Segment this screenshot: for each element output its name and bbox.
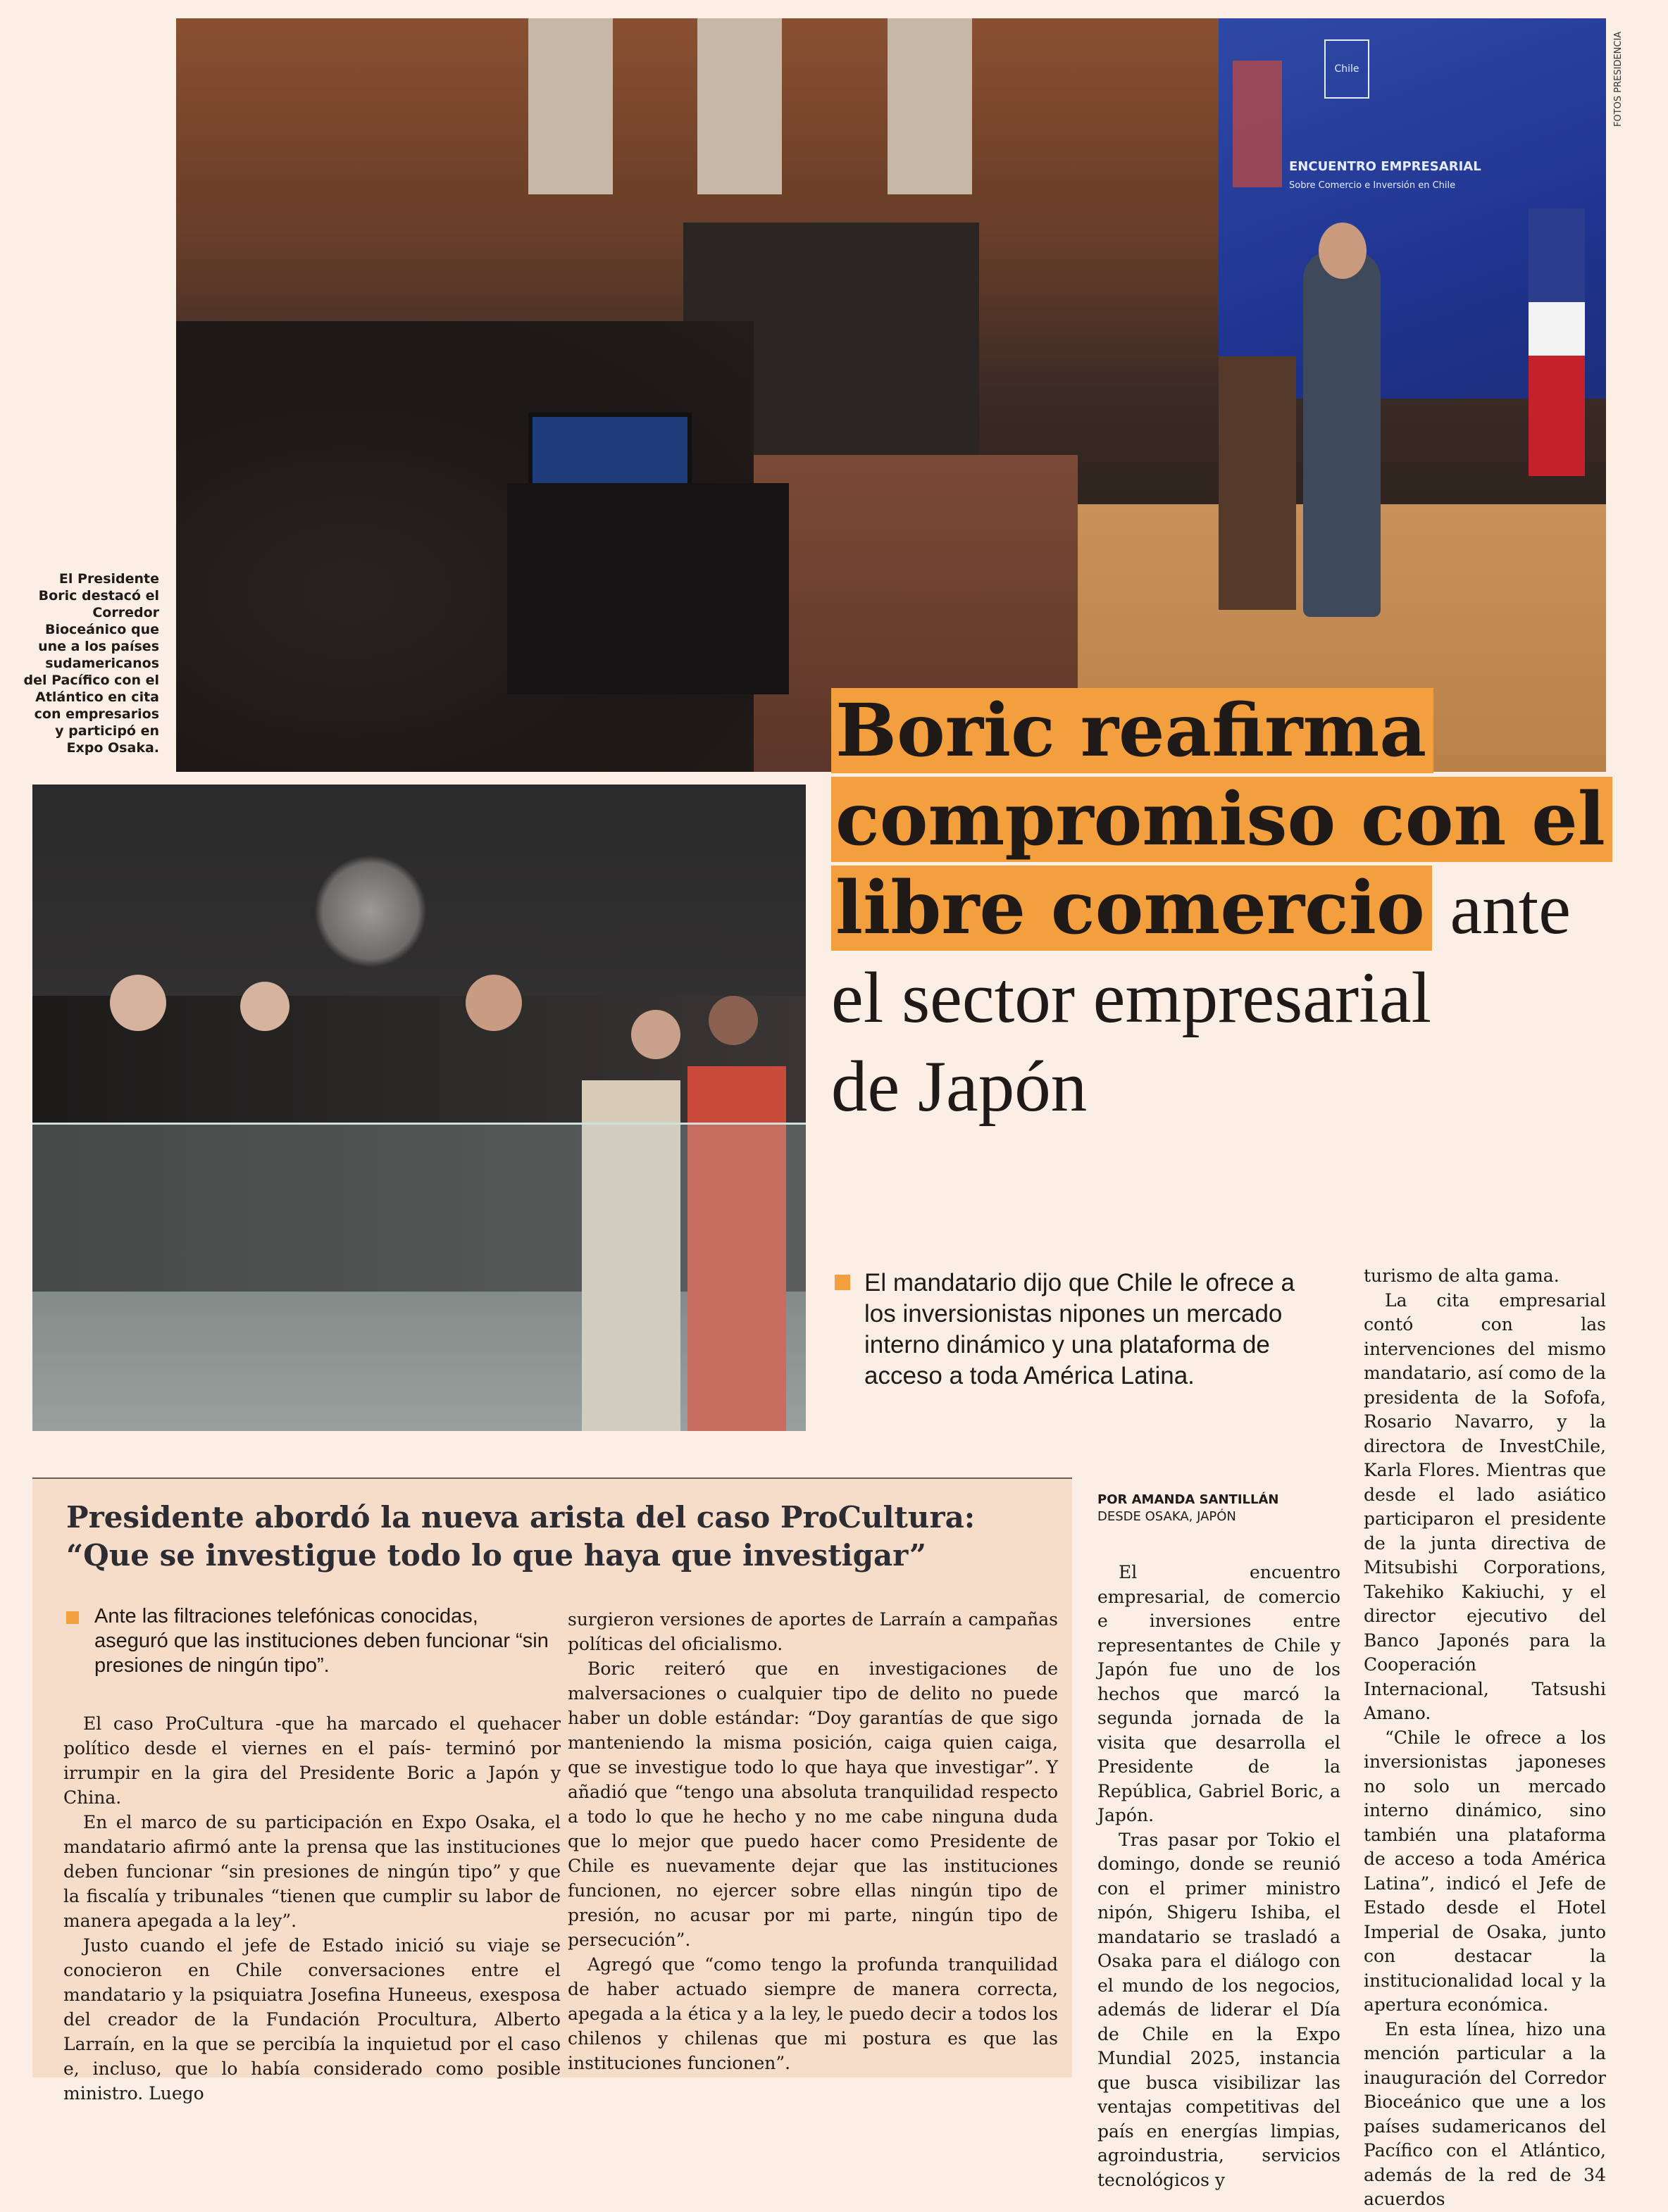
article-column-1	[1097, 1561, 1340, 2192]
photo-caption: El Presidente Boric destacó el Corredor Bioceánico que une a los países sudamericanos del Pacífico con el Atlántico en cita con empresarios y participó en Expo Osaka.	[23, 571, 159, 756]
speaker-head	[1319, 223, 1367, 279]
headline-line-5: de Japón	[831, 1046, 1088, 1127]
bullet-square-icon	[66, 1611, 79, 1624]
byline-location: DESDE OSAKA, JAPÓN	[1097, 1509, 1236, 1524]
article-paragraph: “Chile le ofrece a los inversionistas japoneses no solo un mercado interno dinámico, sino también una plataforma de acceso a toda América Latina”, indicó el Jefe de Estado desde el Hotel Imperial de Osaka, junto con destacar la institucionalidad local y la apertura económica.	[1364, 1727, 1606, 2015]
screen-title: ENCUENTRO EMPRESARIAL	[1289, 159, 1481, 174]
sidebar-paragraph: Agregó que “como tengo la profunda tranquilidad de haber actuado siempre de manera correcta, apegada a la ética y a la ley, le puedo decir a todos los chilenos y chilenas que mi postura es que las instituciones funcionen”.	[568, 1954, 1058, 2073]
speaker-figure	[1303, 251, 1381, 617]
photo-credit: FOTOS PRESIDENCIA	[1613, 31, 1624, 127]
headline-bold-text: compromiso con el	[831, 777, 1612, 862]
article-paragraph: El encuentro empresarial, de comercio e inversiones entre representantes de Chile y Japón fue uno de los hechos que marcó la segunda jornada de la visita que desarrolla el Presidente de la República, Gabriel Boric, a Japón.	[1097, 1562, 1340, 1825]
hall-pillar	[697, 18, 782, 194]
visitor-head	[110, 975, 166, 1031]
headline-light-text: ante	[1431, 869, 1571, 949]
article-column-2	[1364, 1264, 1606, 2212]
headline-bold-text: libre comercio	[831, 866, 1432, 951]
sidebar-paragraph: Justo cuando el jefe de Estado inició su viaje se conocieron en Chile conversaciones entre el mandatario y la psiquiatra Josefina Huneeus, exesposa del creador de la Fundación Procultura, Alberto Larraín, en la que se percibía la inquietud por el caso e, incluso, que lo había considerado como posible ministro. Luego	[63, 1935, 561, 2104]
sidebar-paragraph: El caso ProCultura -que ha marcado el quehacer político desde el viernes en el país- terminó por irrumpir en la gira del Presidente Boric a Japón y China.	[63, 1713, 561, 1808]
screen-art	[1233, 61, 1282, 187]
hall-pillar	[528, 18, 613, 194]
headline-line-3	[831, 864, 1634, 954]
monitor-stand	[507, 483, 789, 694]
sidebar-column-2	[568, 1607, 1058, 2075]
sidebar-lead-text: Ante las filtraciones telefónicas conocidas, aseguró que las instituciones deben funcionar “sin presiones de ningún tipo”.	[94, 1605, 549, 1677]
article-paragraph: La cita empresarial contó con las intervenciones del mismo mandatario, así como de la presidenta de la Sofofa, Rosario Navarro, y la directora de InvestChile, Karla Flores. Mientras que desde el lado asiático participaron el presidente de la junta directiva de Mitsubishi Corporations, Takehiko Kakiuchi, y el director ejecutivo del Banco Japonés para la Cooperación Internacional, Tatsushi Amano.	[1364, 1289, 1606, 1723]
chile-flag	[1529, 208, 1585, 476]
article-paragraph: Tras pasar por Tokio el domingo, donde se reunió con el primer ministro nipón, Shigeru Ishiba, el mandatario se trasladó a Osaka para el diálogo con el mundo de los negocios, además de liderar el Día de Chile en la Expo Mundial 2025, instancia que busca visibilizar las ventajas competitivas del país en energías limpias, agroindustria, servicios tecnológicos y	[1097, 1829, 1340, 2190]
photo-boric-speech	[176, 18, 1606, 772]
screen-subtitle: Sobre Comercio e Inversión en Chile	[1289, 180, 1456, 191]
screen-logo: Chile	[1324, 39, 1369, 99]
visitor-head	[709, 996, 758, 1045]
sidebar-column-1	[63, 1711, 561, 2106]
article-paragraph-continued: turismo de alta gama.	[1364, 1266, 1560, 1286]
sidebar-article-box	[32, 1477, 1072, 2104]
sphere-art	[314, 855, 427, 968]
article-paragraph: En esta línea, hizo una mención particular a la inauguración del Corredor Bioceánico que une a los países sudamericanos del Pacífico con el Atlántico, además de la red de 34 acuerdos	[1364, 2018, 1606, 2209]
sidebar-paragraph-continued: surgieron versiones de aportes de Larraín a campañas políticas del oficialismo.	[568, 1609, 1058, 1654]
glass-railing	[32, 1123, 806, 1431]
sidebar-paragraph: En el marco de su participación en Expo Osaka, el mandatario afirmó ante la prensa que las instituciones deben funcionar “sin presiones de ningún tipo” y que la fiscalía y tribunales “tienen que cumplir su labor de manera apegada a la ley”.	[63, 1812, 561, 1931]
headline-bold-text: Boric reafirma	[831, 688, 1433, 773]
visitor-head	[240, 982, 290, 1031]
hall-pillar	[888, 18, 972, 194]
headline-line-4: el sector empresarial	[831, 958, 1432, 1038]
podium	[1219, 356, 1296, 610]
headline	[831, 687, 1634, 1131]
photo-expo-osaka	[32, 785, 806, 1431]
sidebar-headline: Presidente abordó la nueva arista del caso ProCultura: “Que se investigue todo lo que haya que investigar”	[66, 1500, 976, 1573]
headline-line-1	[831, 687, 1634, 775]
visitor-head	[631, 1010, 680, 1059]
sidebar-paragraph: Boric reiteró que en investigaciones de malversaciones o cualquier tipo de delito no puede haber un doble estándar: “Doy garantías de que sigo manteniendo la misma posición, caiga quien caiga, que se investigue todo lo que haya que investigar”. Y añadió que “tengo una absoluta tranquilidad respecto a todo lo que he hecho y no me cabe ninguna duda que lo mejor que puedo hacer como Presidente de Chile es nuevamente dejar que las instituciones funcionen, no ejercer sobre ellas ningún tipo de presión, no acusar por mi parte, ningún tipo de persecución”.	[568, 1658, 1058, 1950]
headline-line-2	[831, 775, 1634, 864]
byline	[1097, 1492, 1278, 1525]
lead-text: El mandatario dijo que Chile le ofrece a los inversionistas nipones un mercado interno dinámico y una plataforma de acceso a toda América Latina.	[864, 1269, 1295, 1389]
bullet-square-icon	[835, 1275, 850, 1290]
visitor-head	[466, 975, 522, 1031]
byline-author: POR AMANDA SANTILLÁN	[1097, 1492, 1279, 1507]
